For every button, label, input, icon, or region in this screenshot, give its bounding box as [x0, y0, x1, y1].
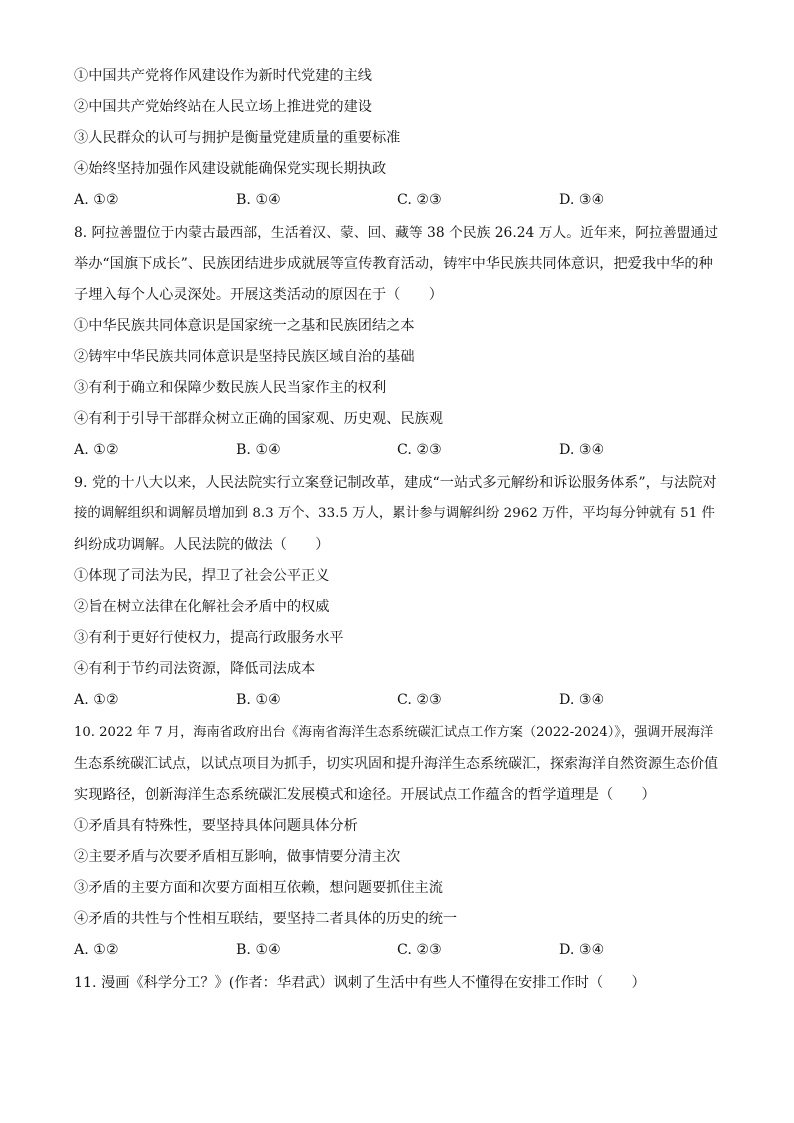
q10-stem-line-2: 生态系统碳汇试点，以试点项目为抓手，切实巩固和提升海洋生态系统碳汇，探索海洋自然资源生态价值 [74, 756, 718, 772]
q9-option-a: A. ①② [74, 692, 119, 708]
q9-stem-line-2: 接的调解组织和调解员增加到 8.3 万个、33.5 万人，累计参与调解纠纷 2962 万件，平均每分钟就有 51 件 [74, 506, 715, 521]
q8-stem-line-1: 8. 阿拉善盟位于内蒙古最西部，生活着汉、蒙、回、藏等 38 个民族 26.24 万人。近年来，阿拉善盟通过 [74, 225, 719, 241]
q10-statement-3: ③矛盾的主要方面和次要方面相互依赖，想问题要抓住主流 [74, 880, 443, 896]
q7-option-b: B. ①④ [236, 192, 281, 208]
q8-options [74, 440, 720, 460]
q10-stem-line-1: 10. 2022 年 7 月，海南省政府出台《海南省海洋生态系统碳汇试点工作方案（2022-2024）》，强调开展海洋 [74, 725, 714, 740]
q10-option-a: A. ①② [74, 942, 119, 958]
q8-statement-3: ③有利于确立和保障少数民族人民当家作主的权利 [74, 380, 387, 396]
q7-statement-4: ④始终坚持加强作风建设就能确保党实现长期执政 [74, 161, 387, 177]
q9-option-d: D. ③④ [559, 692, 605, 708]
q8-statement-1: ①中华民族共同体意识是国家统一之基和民族团结之本 [74, 318, 415, 334]
q7-options [74, 190, 720, 210]
q11-stem-line-1: 11. 漫画《科学分工？》(作者：华君武）讽刺了生活中有些人不懂得在安排工作时（ ） [74, 975, 646, 991]
q8-statement-4: ④有利于引导干部群众树立正确的国家观、历史观、民族观 [74, 411, 443, 427]
q7-statement-1: ①中国共产党将作风建设作为新时代党建的主线 [74, 68, 372, 84]
q8-stem-line-2: 举办“国旗下成长”、民族团结进步成就展等宣传教育活动，铸牢中华民族共同体意识，把爱我中华的种 [74, 256, 713, 272]
q8-option-d: D. ③④ [559, 442, 605, 458]
q8-option-c: C. ②③ [397, 442, 442, 458]
q8-stem-line-3: 子埋入每个人心灵深处。开展这类活动的原因在于（ ） [74, 287, 443, 303]
q9-options [74, 690, 720, 710]
q7-option-a: A. ①② [74, 192, 119, 208]
q10-statement-1: ①矛盾具有特殊性，要坚持具体问题具体分析 [74, 818, 358, 834]
q10-options [74, 940, 720, 960]
q9-statement-1: ①体现了司法为民，捍卫了社会公平正义 [74, 568, 330, 584]
q10-option-c: C. ②③ [397, 942, 442, 958]
q10-stem-line-3: 实现路径，创新海洋生态系统碳汇发展模式和途径。开展试点工作蕴含的哲学道理是（ ） [74, 787, 656, 803]
q9-statement-2: ②旨在树立法律在化解社会矛盾中的权威 [74, 599, 330, 615]
q10-statement-4: ④矛盾的共性与个性相互联结，要坚持二者具体的历史的统一 [74, 911, 458, 927]
q8-option-b: B. ①④ [236, 442, 281, 458]
q8-option-a: A. ①② [74, 442, 119, 458]
q7-statement-3: ③人民群众的认可与拥护是衡量党建质量的重要标准 [74, 130, 401, 146]
q9-statement-3: ③有利于更好行使权力，提高行政服务水平 [74, 630, 344, 646]
q9-stem-line-3: 纠纷成功调解。人民法院的做法（ ） [74, 537, 330, 553]
q9-option-b: B. ①④ [236, 692, 281, 708]
q8-statement-2: ②铸牢中华民族共同体意识是坚持民族区域自治的基础 [74, 349, 415, 365]
q9-statement-4: ④有利于节约司法资源，降低司法成本 [74, 661, 316, 677]
q7-option-d: D. ③④ [559, 192, 605, 208]
q10-option-d: D. ③④ [559, 942, 605, 958]
q7-statement-2: ②中国共产党始终站在人民立场上推进党的建设 [74, 99, 372, 115]
q9-option-c: C. ②③ [397, 692, 442, 708]
q10-statement-2: ②主要矛盾与次要矛盾相互影响，做事情要分清主次 [74, 849, 401, 865]
q9-stem-line-1: 9. 党的十八大以来，人民法院实行立案登记制改革，建成“一站式多元解纷和诉讼服务体系”，与法院对 [74, 475, 717, 491]
q10-option-b: B. ①④ [236, 942, 281, 958]
q7-option-c: C. ②③ [397, 192, 442, 208]
